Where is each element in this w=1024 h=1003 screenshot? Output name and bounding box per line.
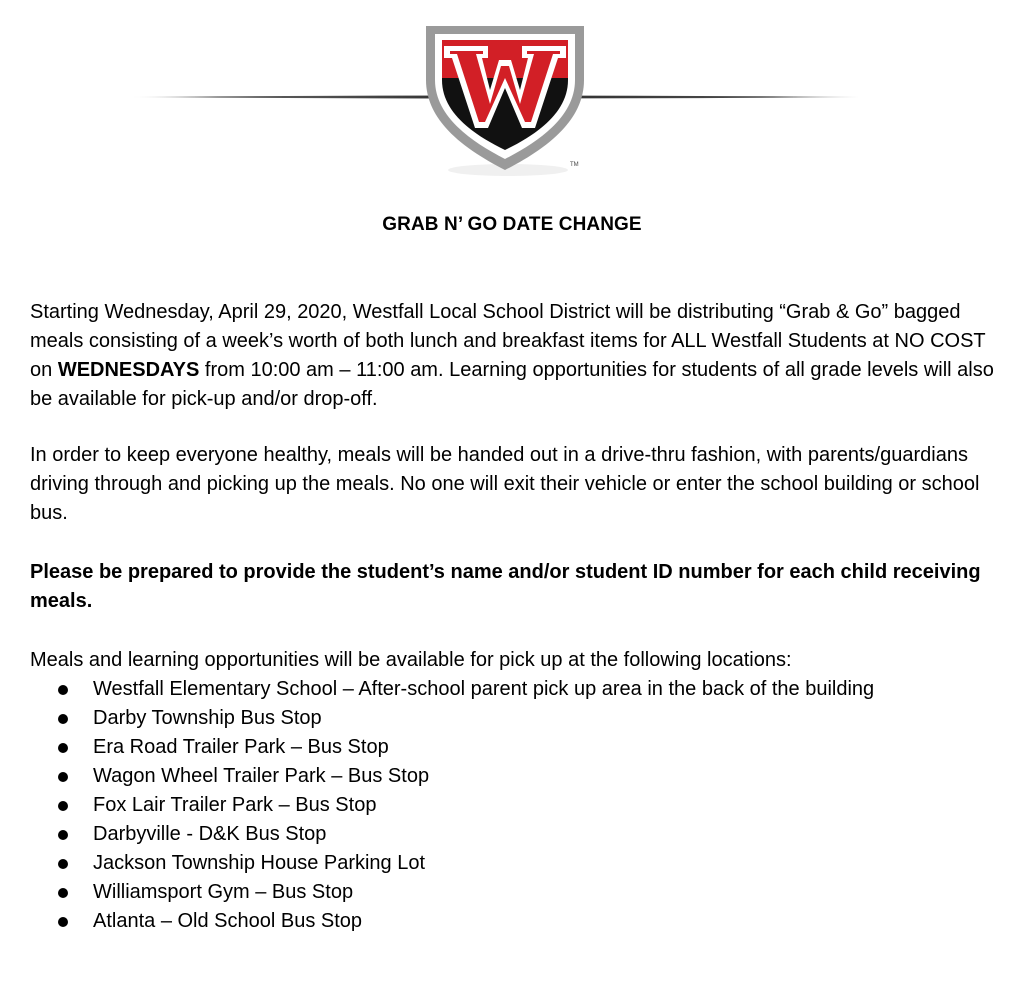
bullet-icon [58, 888, 68, 898]
distribution-day: WEDNESDAYS [57, 359, 200, 381]
list-item [30, 878, 1015, 907]
svg-text:TM: TM [570, 162, 579, 168]
location-name: Darby Township Bus Stop [93, 707, 322, 729]
location-name: Jackson Township House Parking Lot [93, 852, 426, 874]
list-item [30, 907, 1015, 936]
location-name: Westfall Elementary School – After-school parent pick up area in the back of the building [93, 678, 875, 700]
location-name: Era Road Trailer Park – Bus Stop [93, 736, 389, 758]
letterhead [0, 0, 1024, 190]
location-name: Wagon Wheel Trailer Park – Bus Stop [93, 765, 430, 787]
bullet-icon [58, 917, 68, 927]
page-title: GRAB N’ GO DATE CHANGE [382, 214, 642, 235]
list-item [30, 849, 1015, 878]
bullet-icon [58, 801, 68, 811]
announcement-text-start: Starting Wednesday, April 29, 2020, Westfall Local School District will be distributing “Grab & Go” bagged meals consisting of a week’s worth of both lunch and breakfast items for ALL Westfall Students at NO COST on [30, 301, 986, 381]
list-item [30, 675, 1015, 704]
announcement-text-end: from 10:00 am – 11:00 am. Learning opportunities for students of all grade levels will also be available for pick-up and/or drop-off. [30, 359, 994, 410]
location-name: Atlanta – Old School Bus Stop [93, 910, 363, 932]
list-item [30, 733, 1015, 762]
westfall-w-shield-icon [420, 20, 590, 180]
list-item [30, 762, 1015, 791]
announcement-paragraph [30, 298, 1000, 414]
list-item [30, 791, 1015, 820]
bullet-icon [58, 830, 68, 840]
list-item [30, 704, 1015, 733]
bullet-icon [58, 859, 68, 869]
locations-intro: Meals and learning opportunities will be available for pick up at the following locations: [30, 649, 792, 671]
bullet-icon [58, 685, 68, 695]
location-name: Darbyville - D&K Bus Stop [93, 823, 327, 845]
drive-thru-paragraph: In order to keep everyone healthy, meals will be handed out in a drive-thru fashion, with parents/guardians driving through and picking up the meals. No one will exit their vehicle or enter the school building or school bus. [30, 444, 980, 524]
pickup-locations-list [30, 675, 1015, 936]
student-id-notice: Please be prepared to provide the student’s name and/or student ID number for each child receiving meals. [30, 561, 981, 612]
list-item [30, 820, 1015, 849]
bullet-icon [58, 772, 68, 782]
location-name: Fox Lair Trailer Park – Bus Stop [93, 794, 377, 816]
bullet-icon [58, 743, 68, 753]
location-name: Williamsport Gym – Bus Stop [93, 881, 354, 903]
bullet-icon [58, 714, 68, 724]
